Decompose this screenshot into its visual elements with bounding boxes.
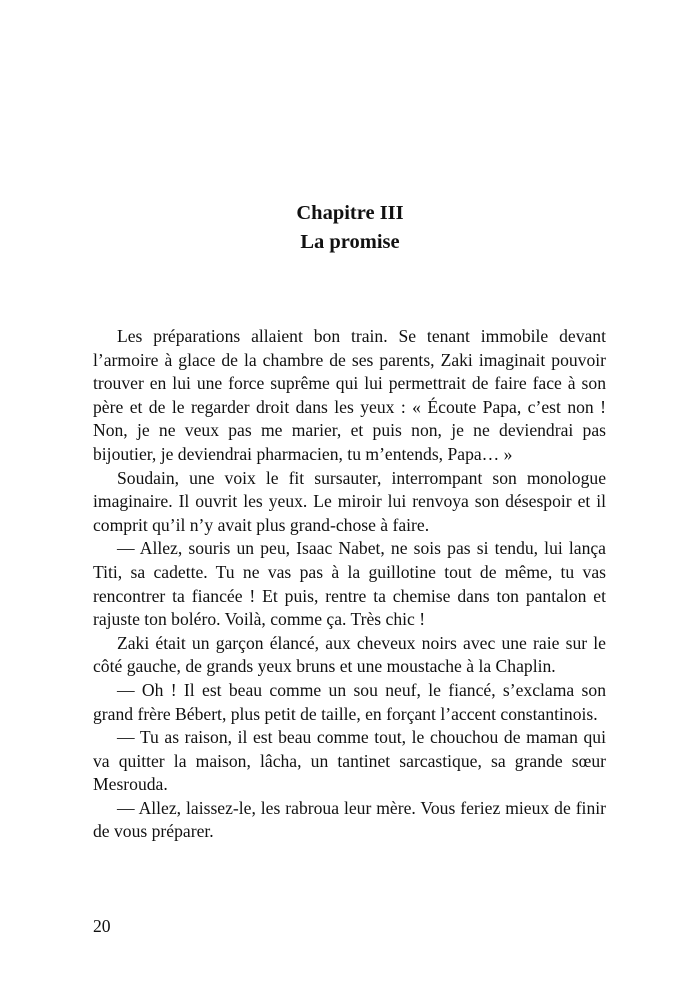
chapter-body [93, 325, 606, 844]
paragraph: — Allez, souris un peu, Isaac Nabet, ne sois pas si tendu, lui lança Titi, sa cadette. Tu ne vas pas à la guillotine tout de même, tu vas rencontrer ta fiancée ! Et puis, rentre ta chemise dans ton pantalon et rajuste ton boléro. Voilà, comme ça. Très chic ! [93, 538, 606, 630]
paragraph: — Oh ! Il est beau comme un sou neuf, le fiancé, s’exclama son grand frère Bébert, plus petit de taille, en forçant l’accent constantinois. [93, 679, 606, 724]
chapter-heading [0, 199, 700, 257]
paragraph: Les préparations allaient bon train. Se tenant immobile devant l’armoire à glace de la chambre de ses parents, Zaki imaginait pouvoir trouver en lui une force suprême qui lui permettrait de faire face à son père et de le regarder droit dans les yeux : « Écoute Papa, c’est non ! Non, je ne veux pas me marier, et puis non, je ne deviendrai pas bijoutier, je deviendrai pharmacien, tu m’entends, Papa… » [93, 326, 606, 464]
chapter-title: La promise [300, 231, 400, 253]
page-number: 20 [93, 916, 111, 936]
paragraph: Zaki était un garçon élancé, aux cheveux noirs avec une raie sur le côté gauche, de grands yeux bruns et une moustache à la Chaplin. [93, 632, 606, 677]
chapter-number: Chapitre III [296, 202, 404, 224]
paragraph: — Allez, laissez-le, les rabroua leur mère. Vous feriez mieux de finir de vous préparer. [93, 797, 606, 842]
paragraph: — Tu as raison, il est beau comme tout, le chouchou de maman qui va quitter la maison, lâcha, un tantinet sarcastique, sa grande sœur Mesrouda. [93, 727, 606, 795]
paragraph: Soudain, une voix le fit sursauter, interrompant son monologue imaginaire. Il ouvrit les yeux. Le miroir lui renvoya son désespoir et il comprit qu’il n’y avait plus grand-chose à faire. [93, 467, 606, 535]
